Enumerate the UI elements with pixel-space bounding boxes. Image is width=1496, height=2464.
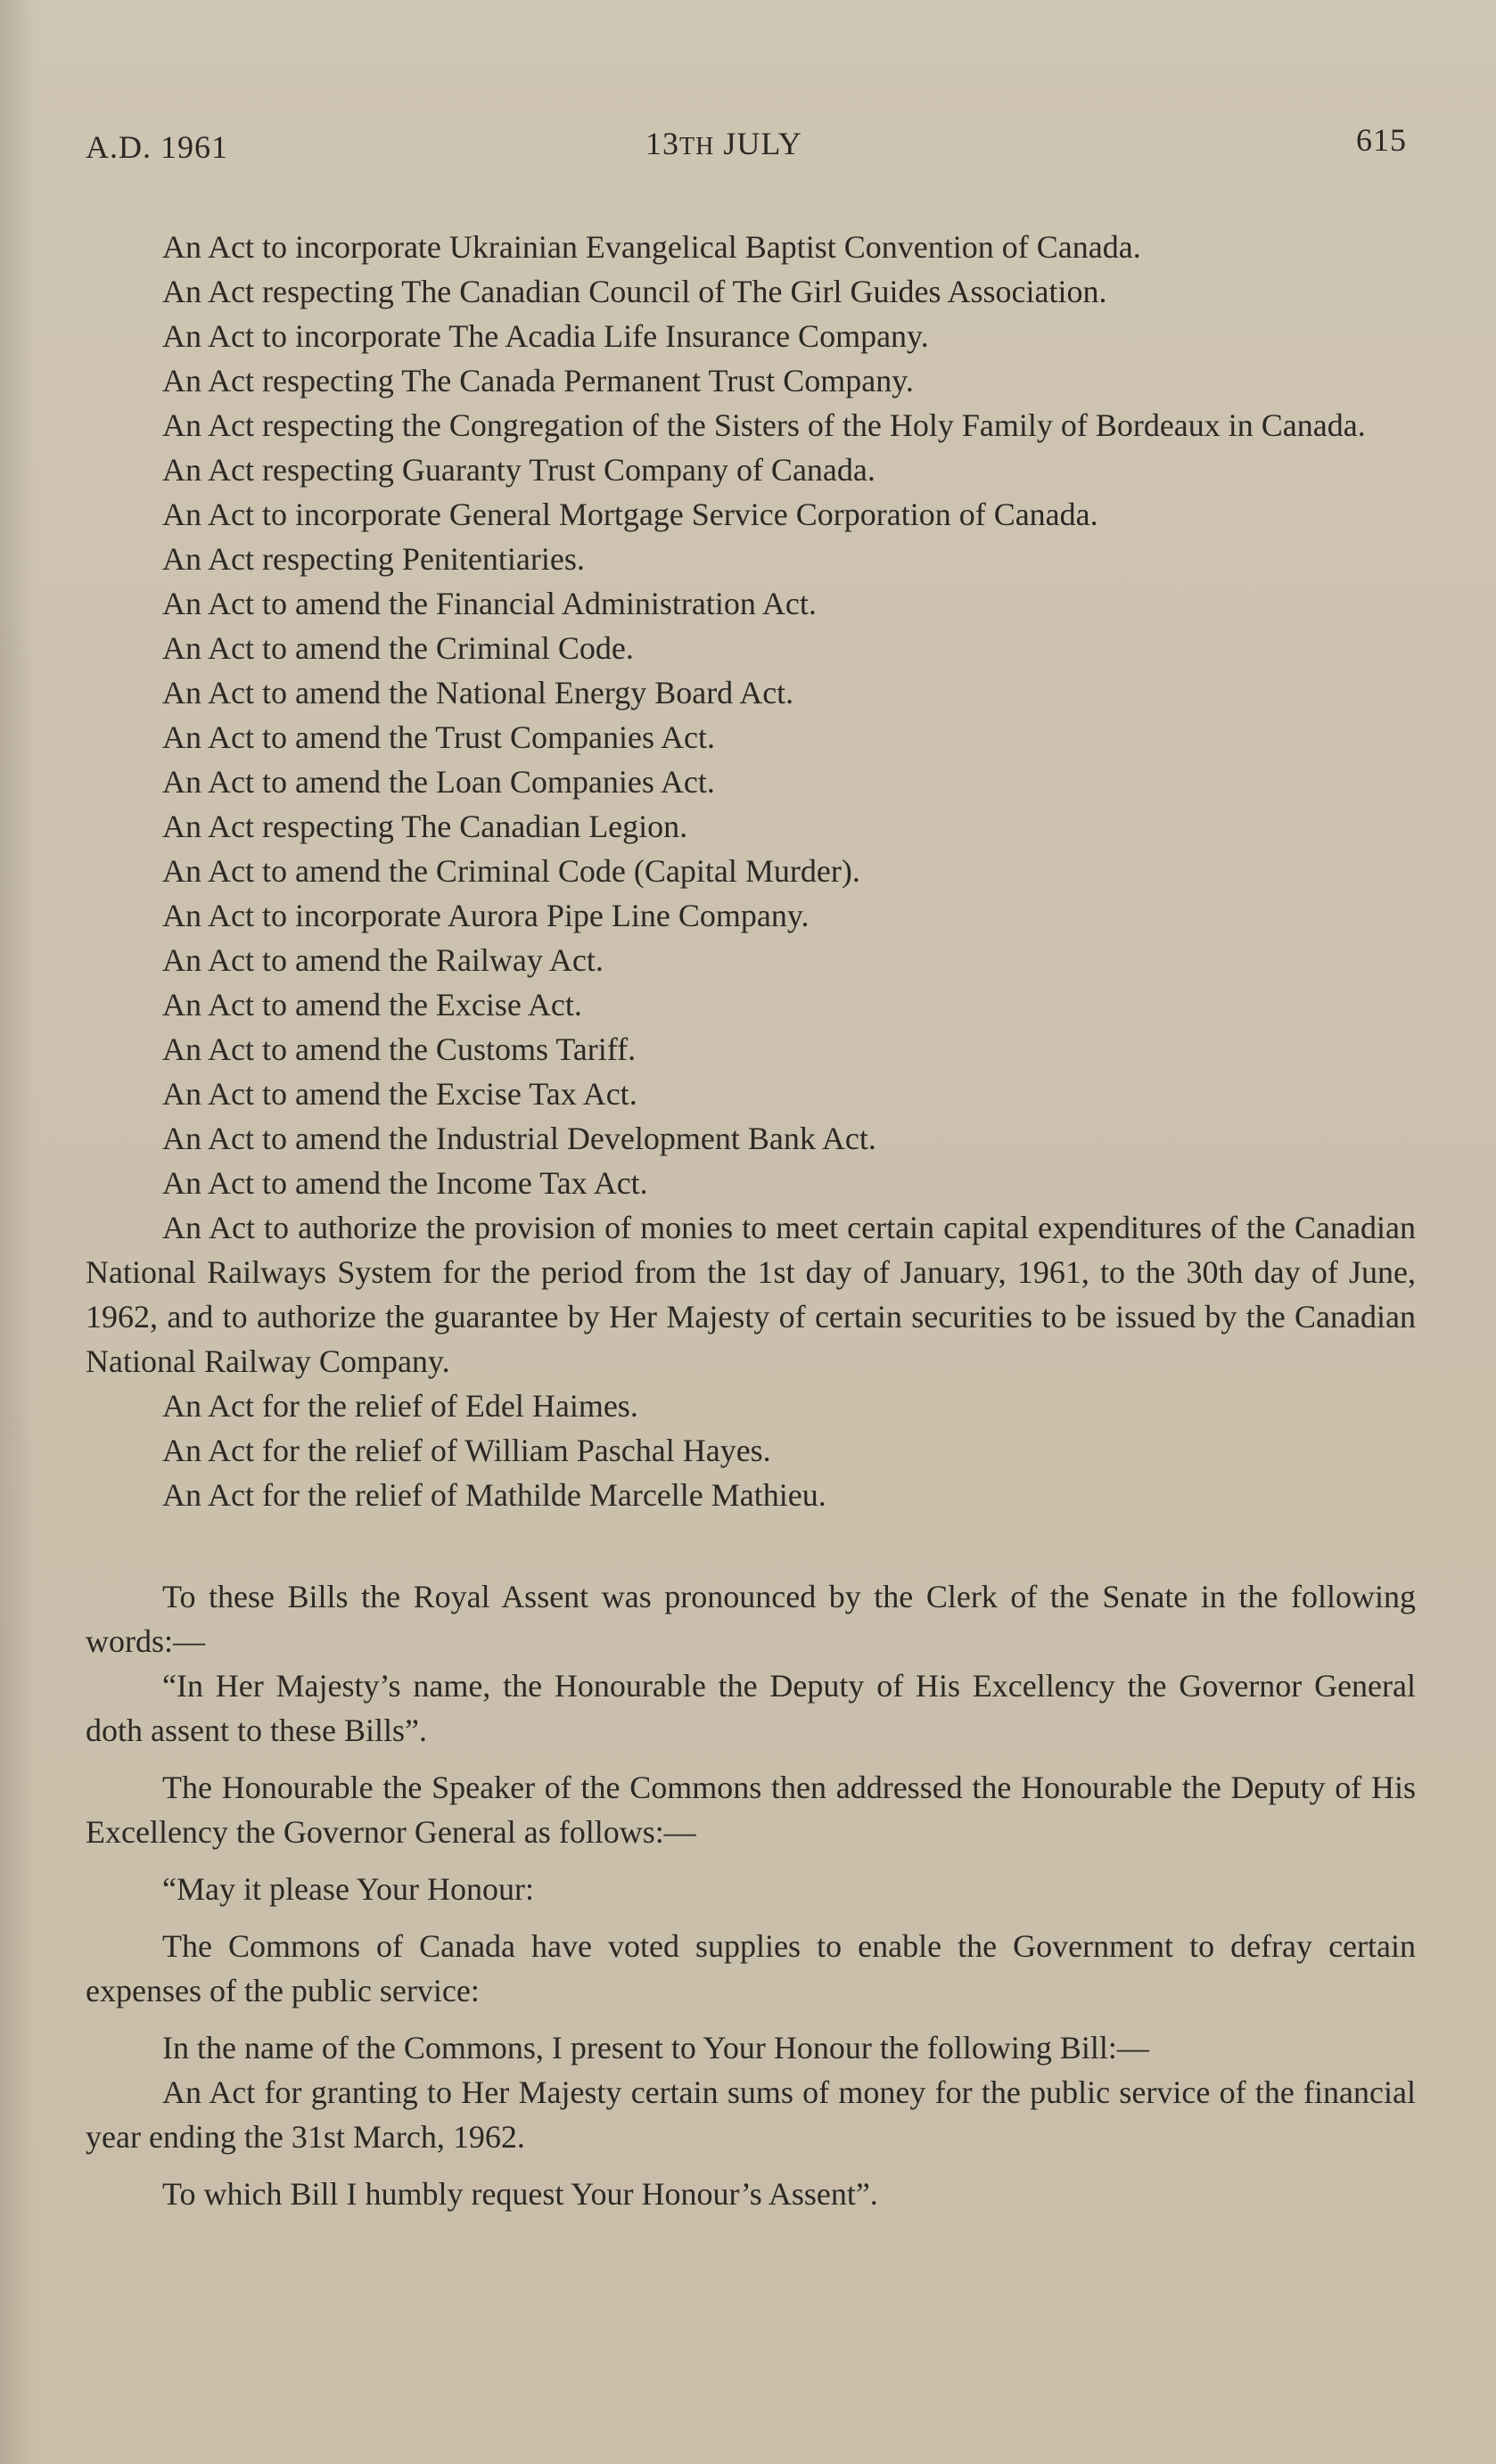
header-day: 13 bbox=[645, 126, 679, 161]
page-body bbox=[86, 225, 1416, 2216]
paragraph-spacer bbox=[86, 2159, 1416, 2172]
header-day-suffix: TH bbox=[679, 133, 715, 160]
paragraph-spacer bbox=[86, 1911, 1416, 1924]
bill-item: An Act to amend the Industrial Development Bank Act. bbox=[162, 1121, 876, 1156]
speaker-bill: An Act for granting to Her Majesty certain sums of money for the public service of the financial year ending the 31st March, 1962. bbox=[86, 2074, 1416, 2155]
assent-quote: “In Her Majesty’s name, the Honourable the Deputy of His Excellency the Governor General doth assent to these Bills”. bbox=[86, 1668, 1416, 1748]
bill-item: An Act to amend the Excise Tax Act. bbox=[162, 1076, 637, 1112]
header-year: A.D. 1961 bbox=[86, 129, 228, 165]
bill-item: An Act respecting the Congregation of the Sisters of the Holy Family of Bordeaux in Canada. bbox=[162, 407, 1366, 443]
assent-intro: To these Bills the Royal Assent was pronounced by the Clerk of the Senate in the following words:— bbox=[86, 1579, 1416, 1659]
bill-item: An Act respecting The Canada Permanent Trust Company. bbox=[162, 363, 914, 398]
bill-item: An Act to amend the Financial Administration Act. bbox=[162, 586, 817, 621]
bill-item: An Act for the relief of William Paschal Hayes. bbox=[162, 1433, 771, 1468]
bill-item: An Act to amend the Criminal Code. bbox=[162, 630, 634, 666]
bill-item: An Act to incorporate Aurora Pipe Line Company. bbox=[162, 898, 810, 933]
bill-item: An Act to amend the Loan Companies Act. bbox=[162, 764, 715, 800]
page-number: 615 bbox=[1356, 122, 1407, 158]
bill-item: An Act to incorporate The Acadia Life Insurance Company. bbox=[162, 318, 929, 354]
bill-item: An Act to amend the Income Tax Act. bbox=[162, 1165, 648, 1201]
bill-item: An Act to incorporate General Mortgage Service Corporation of Canada. bbox=[162, 497, 1098, 532]
speaker-salutation: “May it please Your Honour: bbox=[162, 1871, 534, 1907]
bill-item: An Act to amend the Trust Companies Act. bbox=[162, 719, 715, 755]
header-month: JULY bbox=[723, 126, 802, 161]
page-header bbox=[86, 121, 1407, 166]
speaker-present: In the name of the Commons, I present to Your Honour the following Bill:— bbox=[162, 2030, 1149, 2066]
speaker-intro: The Honourable the Speaker of the Commons then addressed the Honourable the Deputy of His Excellency the Governor General as follows:— bbox=[86, 1770, 1416, 1850]
paragraph-spacer bbox=[86, 1854, 1416, 1867]
bill-item: An Act respecting The Canadian Legion. bbox=[162, 809, 688, 844]
section-spacer bbox=[86, 1517, 1416, 1574]
bill-list bbox=[86, 225, 1416, 1517]
bill-item: An Act respecting Guaranty Trust Company of Canada. bbox=[162, 452, 875, 488]
bill-item: An Act to amend the Customs Tariff. bbox=[162, 1031, 637, 1067]
bill-item: An Act to amend the National Energy Board Act. bbox=[162, 675, 794, 710]
paragraph-spacer bbox=[86, 1753, 1416, 1765]
bill-item: An Act to amend the Railway Act. bbox=[162, 942, 604, 978]
header-date bbox=[645, 125, 802, 162]
speaker-closing: To which Bill I humbly request Your Honour’s Assent”. bbox=[162, 2176, 878, 2212]
paragraph-spacer bbox=[86, 2013, 1416, 2025]
bill-item: An Act to amend the Excise Act. bbox=[162, 987, 582, 1023]
bill-item: An Act for the relief of Mathilde Marcelle Mathieu. bbox=[162, 1477, 826, 1513]
bill-item: An Act to authorize the provision of monies to meet certain capital expenditures of the Canadian National Railways System for the period from the 1st day of January, 1961, to the 30th day of June, 1962, and to authorize the guarantee by Her Majesty of certain securities to be issued by the Canadian National Railway Company. bbox=[86, 1210, 1416, 1379]
speaker-supplies: The Commons of Canada have voted supplies to enable the Government to defray certain expenses of the public service: bbox=[86, 1928, 1416, 2008]
bill-item: An Act respecting Penitentiaries. bbox=[162, 541, 585, 577]
bill-item: An Act for the relief of Edel Haimes. bbox=[162, 1388, 638, 1424]
bill-item: An Act to incorporate Ukrainian Evangelical Baptist Convention of Canada. bbox=[162, 229, 1141, 265]
bill-item: An Act to amend the Criminal Code (Capital Murder). bbox=[162, 853, 860, 889]
bill-item: An Act respecting The Canadian Council of The Girl Guides Association. bbox=[162, 274, 1107, 309]
